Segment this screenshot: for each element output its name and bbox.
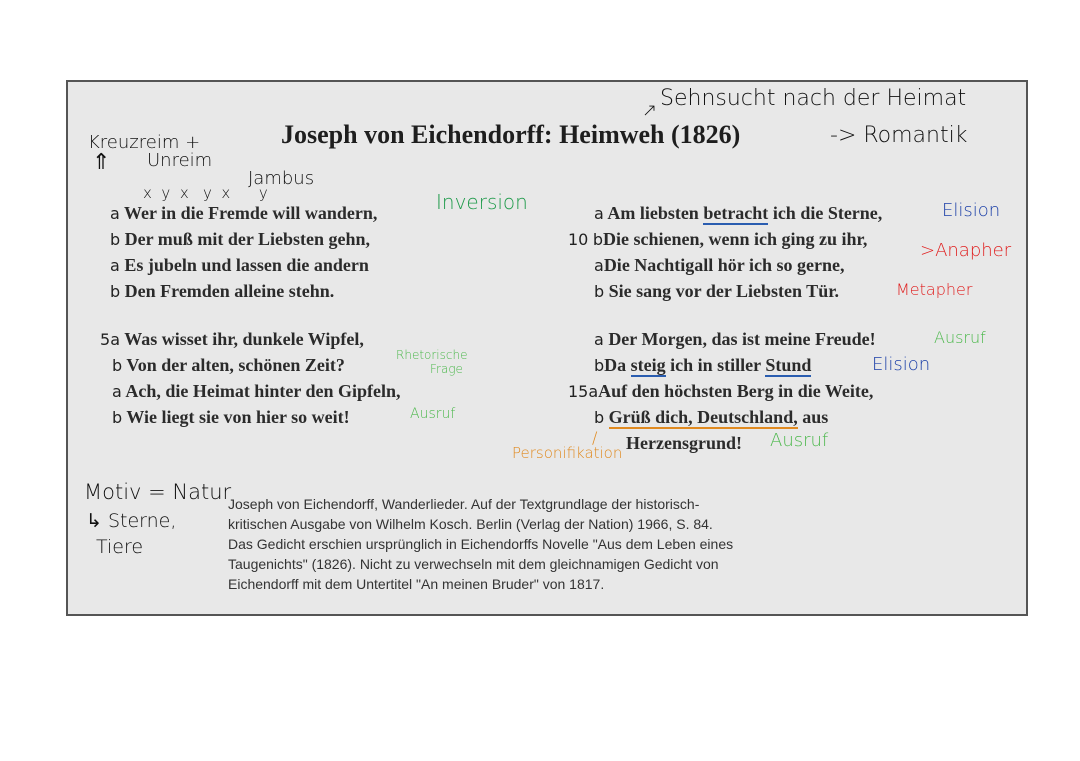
note-elision-1: Elision xyxy=(942,200,1001,221)
note-inversion: Inversion xyxy=(436,190,528,214)
poem-line: a Der Morgen, das ist meine Freude! xyxy=(594,329,876,349)
poem-line: a Wer in die Fremde will wandern, xyxy=(110,203,378,223)
note-elision-2: Elision xyxy=(872,354,931,375)
source-line: Taugenichts" (1826). Nicht zu verwechseln mit dem gleichnamigen Gedicht von xyxy=(228,556,719,572)
note-sehnsucht: Sehnsucht nach der Heimat xyxy=(660,86,967,111)
poem-line: 10 bDie schienen, wenn ich ging zu ihr, xyxy=(568,229,868,249)
note-motiv: Motiv = Natur xyxy=(84,480,232,504)
note-personifikation: Personifikation xyxy=(512,444,623,462)
note-arrow-up-icon: ⇑ xyxy=(92,150,111,175)
note-unreim: Unreim xyxy=(147,150,213,171)
note-ausruf-3: Ausruf xyxy=(770,430,829,451)
note-frage: Frage xyxy=(430,362,463,376)
source-line: Das Gedicht erschien ursprünglich in Eichendorffs Novelle "Aus dem Leben eines xyxy=(228,536,734,552)
note-pointer-icon: / xyxy=(592,428,598,447)
poem-line: 15aAuf den höchsten Berg in die Weite, xyxy=(568,381,874,401)
note-meter: x y x y x y xyxy=(143,184,268,202)
poem-line: a Ach, die Heimat hinter den Gipfeln, xyxy=(112,381,401,401)
poem-line: 5a Was wisset ihr, dunkele Wipfel, xyxy=(100,329,364,349)
stanza-3 xyxy=(568,200,882,304)
source-citation xyxy=(228,494,733,594)
poem-line: b Von der alten, schönen Zeit? xyxy=(112,355,345,375)
source-line: Eichendorff mit dem Untertitel "An meinen Bruder" von 1817. xyxy=(228,576,605,592)
note-kreuzreim: Kreuzreim + xyxy=(88,132,201,153)
note-ausruf-1: Ausruf xyxy=(410,406,456,422)
note-tiere: Tiere xyxy=(96,536,144,558)
stanza-2 xyxy=(100,326,401,430)
note-jambus: Jambus xyxy=(248,168,315,189)
note-romantik: -> Romantik xyxy=(830,123,968,148)
note-anapher: >Anapher xyxy=(920,240,1012,261)
poem-line: Herzensgrund! xyxy=(626,433,742,453)
note-ausruf-2: Ausruf xyxy=(934,328,986,347)
source-line: Joseph von Eichendorff, Wanderlieder. Auf der Textgrundlage der historisch- xyxy=(228,496,700,512)
poem-line: b Grüß dich, Deutschland, aus xyxy=(594,407,829,427)
poem-title: Joseph von Eichendorff: Heimweh (1826) xyxy=(281,120,741,149)
note-sterne: ↳ Sterne, xyxy=(86,510,177,532)
stanza-1 xyxy=(110,200,377,304)
poem-line: b Der muß mit der Liebsten gehn, xyxy=(110,229,370,249)
stanza-4 xyxy=(568,326,876,456)
note-metapher: Metapher xyxy=(896,280,973,299)
poem-line: aDie Nachtigall hör ich so gerne, xyxy=(594,255,845,275)
poem-line: bDa steig ich in stiller Stund xyxy=(594,355,812,375)
poem-line: a Am liebsten betracht ich die Sterne, xyxy=(594,203,883,223)
poem-line: b Sie sang vor der Liebsten Tür. xyxy=(594,281,840,301)
source-line: kritischen Ausgabe von Wilhelm Kosch. Berlin (Verlag der Nation) 1966, S. 84. xyxy=(228,516,713,532)
poem-line: b Wie liegt sie von hier so weit! xyxy=(112,407,350,427)
poem-line: a Es jubeln und lassen die andern xyxy=(110,255,369,275)
note-arrow-icon: ↗ xyxy=(642,100,658,121)
poem-line: b Den Fremden alleine stehn. xyxy=(110,281,335,301)
note-rhetorische: Rhetorische xyxy=(396,348,468,362)
